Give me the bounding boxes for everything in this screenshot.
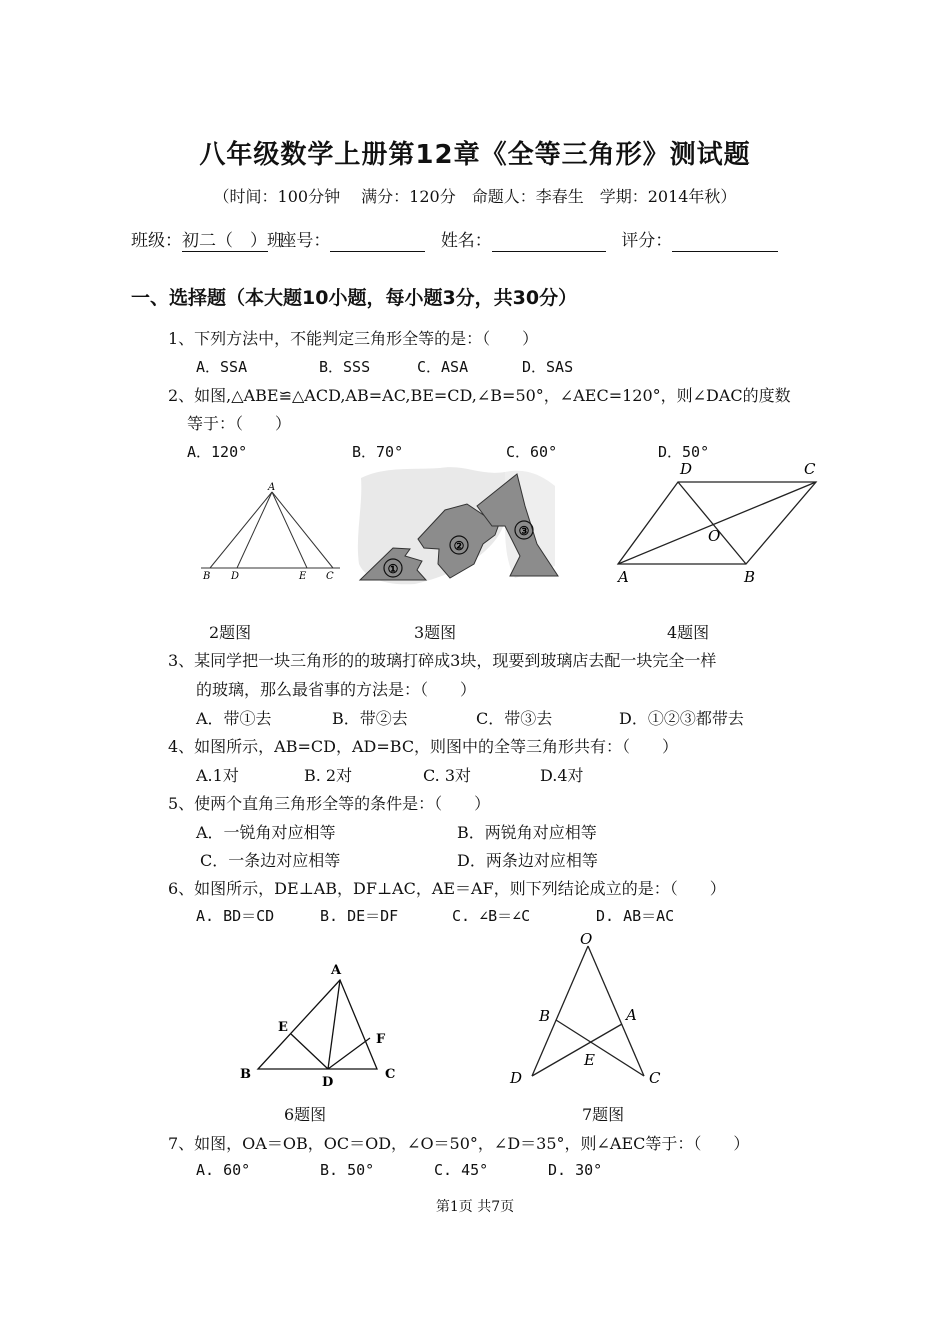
q3-option-a[interactable]: A．带①去 <box>196 709 272 728</box>
question-2-stem-line2: 等于：（ ） <box>187 414 292 433</box>
q2-option-c[interactable]: C．60° <box>506 443 558 461</box>
question-5-stem: 5、使两个直角三角形全等的条件是：（ ） <box>168 794 491 813</box>
fig4-label-a: A <box>618 568 629 586</box>
page-footer: 第1页 共7页 <box>435 1199 515 1215</box>
seat-label: 座号： <box>279 231 331 251</box>
q6-option-d[interactable]: D. AB＝AC <box>596 907 675 925</box>
figure-2-caption: 2题图 <box>209 623 252 642</box>
fig2-label-a: A <box>268 482 276 493</box>
figure-2-triangle <box>195 478 345 588</box>
q7-option-b[interactable]: B. 50° <box>320 1161 375 1179</box>
exam-subtitle: （时间：100分钟 满分：120分 命题人：李春生 学期：2014年秋） <box>213 187 737 206</box>
figure-4-parallelogram <box>612 456 824 588</box>
fig6-label-e: E <box>278 1020 288 1035</box>
question-3-stem-line2: 的玻璃，那么最省事的方法是：（ ） <box>196 680 477 699</box>
fig2-label-b: B <box>203 571 211 582</box>
q5-option-a[interactable]: A．一锐角对应相等 <box>196 823 336 842</box>
fig7-label-a: A <box>626 1006 637 1024</box>
q4-option-a[interactable]: A.1对 <box>196 766 239 785</box>
figure-7-caption: 7题图 <box>582 1105 625 1124</box>
question-6-stem: 6、如图所示，DE⊥AB，DF⊥AC，AE＝AF，则下列结论成立的是：（ ） <box>168 879 726 898</box>
question-4-stem: 4、如图所示，AB=CD，AD=BC，则图中的全等三角形共有：（ ） <box>168 737 679 756</box>
question-1-stem: 1、下列方法中，不能判定三角形全等的是：（ ） <box>168 329 539 348</box>
q5-option-d[interactable]: D．两条边对应相等 <box>457 851 598 870</box>
q2-option-b[interactable]: B．70° <box>352 443 404 461</box>
fig2-label-c: C <box>326 571 334 582</box>
name-label: 姓名： <box>440 231 492 251</box>
q7-option-c[interactable]: C. 45° <box>434 1161 489 1179</box>
fig2-label-d: D <box>231 571 240 582</box>
page-title: 八年级数学上册第12章《全等三角形》测试题 <box>199 140 751 170</box>
fig6-label-c: C <box>385 1067 396 1082</box>
fig7-label-c: C <box>649 1069 661 1087</box>
figure-4-caption: 4题图 <box>667 623 710 642</box>
fig7-label-b: B <box>539 1007 551 1025</box>
student-info-row <box>131 226 778 252</box>
q1-option-a[interactable]: A．SSA <box>196 358 248 376</box>
seat-field[interactable] <box>330 231 425 252</box>
q2-option-a[interactable]: A．120° <box>187 443 248 461</box>
fig6-label-b: B <box>240 1067 251 1082</box>
fig6-label-a: A <box>331 963 342 978</box>
question-3-stem-line1: 3、某同学把一块三角形的的玻璃打碎成3块，现要到玻璃店去配一块完全一样 <box>168 651 717 670</box>
fig4-label-o: O <box>708 527 721 545</box>
figure-3-broken-glass <box>355 466 560 590</box>
q4-option-c[interactable]: C. 3对 <box>423 766 472 785</box>
figure-3-caption: 3题图 <box>414 623 457 642</box>
q3-option-d[interactable]: D．①②③都带去 <box>619 709 744 728</box>
fig6-label-f: F <box>376 1032 386 1047</box>
question-2-stem-line1: 2、如图,△ABE≌△ACD,AB=AC,BE=CD,∠B=50°，∠AEC=120°，则∠DAC的度数 <box>168 386 791 405</box>
fig7-label-o: O <box>580 930 593 948</box>
name-field[interactable] <box>492 231 606 252</box>
q7-option-d[interactable]: D. 30° <box>548 1161 603 1179</box>
figure-7-crossed-triangles <box>504 926 674 1092</box>
question-7-stem: 7、如图，OA＝OB，OC＝OD，∠O＝50°，∠D＝35°，则∠AEC等于：（ ） <box>168 1134 750 1153</box>
q7-option-a[interactable]: A. 60° <box>196 1161 251 1179</box>
q3-option-c[interactable]: C．带③去 <box>476 709 553 728</box>
q5-option-c[interactable]: C．一条边对应相等 <box>200 851 341 870</box>
figure-6-triangle <box>236 960 406 1092</box>
fig3-label-2: ② <box>453 539 465 553</box>
fig4-label-d: D <box>680 460 693 478</box>
q4-option-b[interactable]: B. 2对 <box>304 766 353 785</box>
fig4-label-c: C <box>804 460 816 478</box>
fig3-label-3: ③ <box>518 524 530 538</box>
fig6-label-d: D <box>322 1075 334 1090</box>
score-field[interactable] <box>672 231 778 252</box>
fig2-label-e: E <box>299 571 307 582</box>
q5-option-b[interactable]: B．两锐角对应相等 <box>457 823 597 842</box>
fig4-label-b: B <box>744 568 756 586</box>
section-heading: 一、选择题（本大题10小题，每小题3分，共30分） <box>131 287 578 309</box>
q4-option-d[interactable]: D.4对 <box>540 766 584 785</box>
fig3-label-1: ① <box>387 562 399 576</box>
class-label: 班级： <box>131 231 182 251</box>
class-field[interactable]: 初二（ ）班 <box>182 226 268 252</box>
q2-option-d[interactable]: D．50° <box>658 443 710 461</box>
fig7-label-e: E <box>584 1051 595 1069</box>
q1-option-c[interactable]: C．ASA <box>417 358 469 376</box>
q6-option-c[interactable]: C. ∠B＝∠C <box>452 907 531 925</box>
q6-option-b[interactable]: B. DE＝DF <box>320 907 399 925</box>
score-label: 评分： <box>621 231 673 251</box>
q3-option-b[interactable]: B．带②去 <box>332 709 408 728</box>
q1-option-b[interactable]: B．SSS <box>319 358 371 376</box>
q1-option-d[interactable]: D．SAS <box>522 358 574 376</box>
q6-option-a[interactable]: A. BD＝CD <box>196 907 275 925</box>
figure-6-caption: 6题图 <box>284 1105 327 1124</box>
fig7-label-d: D <box>510 1069 523 1087</box>
